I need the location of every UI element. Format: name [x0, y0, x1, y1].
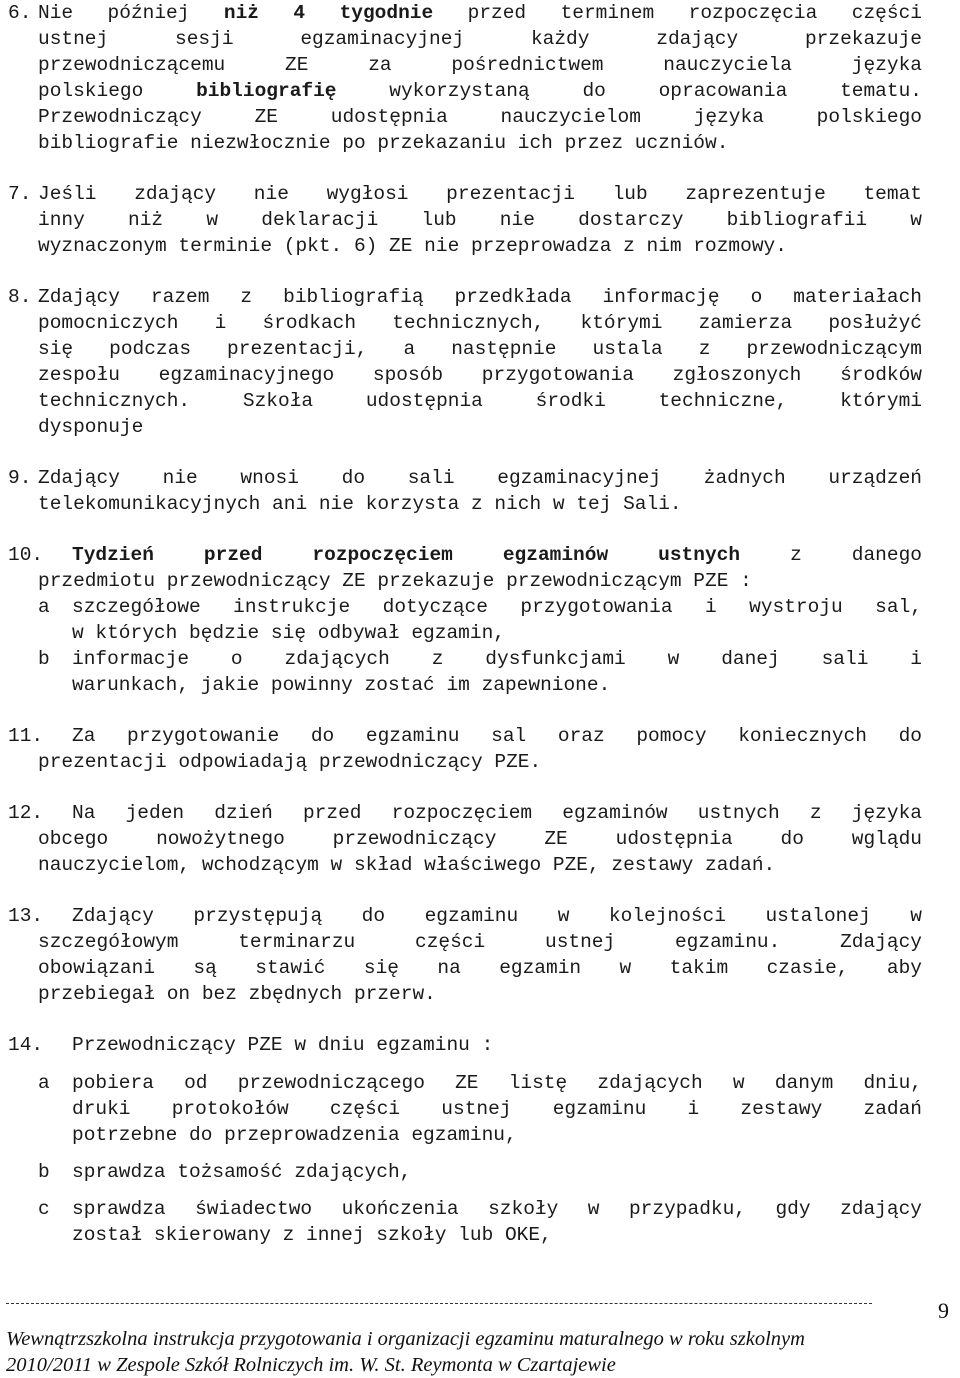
text-run: przed terminem rozpoczęcia części — [433, 2, 922, 24]
text-run: technicznych. Szkoła udostępnia środki techniczne, którymi — [38, 390, 922, 412]
text-line — [72, 646, 922, 672]
text-run: warunkach, jakie powinny zostać im zapewnione. — [72, 674, 611, 696]
text-line — [38, 26, 922, 52]
list-item-letter: b — [38, 1161, 50, 1183]
paragraph-number: 14. — [8, 1034, 44, 1056]
text-line — [38, 0, 922, 26]
text-line — [72, 542, 922, 568]
text-line — [38, 362, 922, 388]
text-line — [72, 1159, 411, 1185]
text-line — [72, 620, 505, 646]
paragraph-number: 12. — [8, 802, 44, 824]
text-line — [72, 672, 610, 698]
text-run: szczegółowe instrukcje dotyczące przygotowania i wystroju sal, — [72, 596, 922, 618]
text-line — [38, 181, 922, 207]
text-line — [38, 130, 728, 156]
text-run: dysponuje — [38, 416, 144, 438]
text-run: prezentacji odpowiadają przewodniczący PZE. — [38, 751, 542, 773]
footer-divider — [6, 1303, 872, 1304]
text-run: z danego — [740, 544, 922, 566]
text-run: Zdający przystępują do egzaminu w kolejności ustalonej w — [72, 905, 922, 927]
text-run: w których będzie się odbywał egzamin, — [72, 622, 505, 644]
text-run: polskiego — [38, 80, 197, 102]
page-number: 9 — [938, 1298, 949, 1323]
text-line — [38, 207, 922, 233]
text-run: informacje o zdających z dysfunkcjami w danej sali i — [72, 648, 922, 670]
text-run: potrzebne do przeprowadzenia egzaminu, — [72, 1124, 517, 1146]
text-line — [38, 388, 922, 414]
footer-title-line-1: Wewnątrzszkolna instrukcja przygotowania i organizacji egzaminu maturalnego w roku szkolnym — [6, 1328, 805, 1350]
text-run: wyznaczonym terminie (pkt. 6) ZE nie przeprowadza z nim rozmowy. — [38, 235, 787, 257]
text-run: obowiązani są stawić się na egzamin w takim czasie, aby — [38, 957, 922, 979]
text-run: Zdający razem z bibliografią przedkłada informację o materiałach — [38, 286, 922, 308]
text-line — [38, 981, 436, 1007]
text-line — [72, 1196, 922, 1222]
text-line — [38, 568, 752, 594]
text-line — [38, 929, 922, 955]
text-line — [72, 723, 922, 749]
text-run: został skierowany z innej szkoły lub OKE, — [72, 1224, 552, 1246]
text-line — [38, 104, 922, 130]
paragraph-number: 11. — [8, 725, 44, 747]
text-run: bibliografie niezwłocznie po przekazaniu ich przez uczniów. — [38, 132, 729, 154]
text-line — [38, 826, 922, 852]
text-line — [38, 78, 922, 104]
text-line — [38, 310, 922, 336]
text-run: pobiera od przewodniczącego ZE listę zdających w danym dniu, — [72, 1072, 922, 1094]
text-run: Przewodniczący ZE udostępnia nauczycielom języka polskiego — [38, 106, 922, 128]
text-line — [72, 594, 922, 620]
text-run: ustnej sesji egzaminacyjnej każdy zdający przekazuje — [38, 28, 922, 50]
text-line — [38, 414, 143, 440]
text-run: sprawdza świadectwo ukończenia szkoły w przypadku, gdy zdający — [72, 1198, 922, 1220]
bold-text: bibliografię — [196, 80, 337, 102]
text-line — [38, 465, 922, 491]
text-line — [72, 1070, 922, 1096]
text-run: przedmiotu przewodniczący ZE przekazuje przewodniczącym PZE : — [38, 570, 752, 592]
text-line — [72, 1222, 552, 1248]
text-line — [72, 903, 922, 929]
text-run: sprawdza tożsamość zdających, — [72, 1161, 412, 1183]
text-line — [72, 1032, 493, 1058]
text-run: zespołu egzaminacyjnego sposób przygotowania zgłoszonych środków — [38, 364, 922, 386]
list-item-letter: b — [38, 648, 50, 670]
text-run: Na jeden dzień przed rozpoczęciem egzaminów ustnych z języka — [72, 802, 922, 824]
paragraph-number: 13. — [8, 905, 44, 927]
text-line — [38, 52, 922, 78]
paragraph-number: 9. — [8, 467, 32, 489]
list-item-letter: a — [38, 1072, 50, 1094]
text-run: Nie później — [38, 2, 224, 24]
text-run: się podczas prezentacji, a następnie ustala z przewodniczącym — [38, 338, 922, 360]
bold-text: niż 4 tygodnie — [223, 2, 434, 24]
text-line — [38, 284, 922, 310]
bold-text: Tydzień przed rozpoczęciem egzaminów ustnych — [72, 544, 741, 566]
list-item-letter: a — [38, 596, 50, 618]
text-line — [38, 233, 787, 259]
text-line — [38, 491, 682, 517]
text-run: nauczycielom, wchodzącym w skład właściwego PZE, zestawy zadań. — [38, 854, 776, 876]
paragraph-number: 7. — [8, 183, 32, 205]
text-run: Jeśli zdający nie wygłosi prezentacji lub zaprezentuje temat — [38, 183, 922, 205]
text-run: Przewodniczący PZE w dniu egzaminu : — [72, 1034, 494, 1056]
text-run: pomocniczych i środkach technicznych, którymi zamierza posłużyć — [38, 312, 922, 334]
text-line — [72, 800, 922, 826]
text-line — [38, 955, 922, 981]
paragraph-number: 6. — [8, 2, 32, 24]
text-run: przebiegał on bez zbędnych przerw. — [38, 983, 436, 1005]
paragraph-number: 10. — [8, 544, 44, 566]
text-line — [38, 749, 541, 775]
text-line — [38, 336, 922, 362]
text-run: inny niż w deklaracji lub nie dostarczy bibliografii w — [38, 209, 922, 231]
text-line — [72, 1122, 517, 1148]
text-run: druki protokołów części ustnej egzaminu i zestawy zadań — [72, 1098, 922, 1120]
footer-title-line-2: 2010/2011 w Zespole Szkół Rolniczych im. W. St. Reymonta w Czartajewie — [6, 1354, 616, 1376]
text-run: obcego nowożytnego przewodniczący ZE udostępnia do wglądu — [38, 828, 922, 850]
text-line — [38, 852, 775, 878]
text-run: Zdający nie wnosi do sali egzaminacyjnej żadnych urządzeń — [38, 467, 922, 489]
paragraph-number: 8. — [8, 286, 32, 308]
text-run: przewodniczącemu ZE za pośrednictwem nauczyciela języka — [38, 54, 922, 76]
text-line — [72, 1096, 922, 1122]
list-item-letter: c — [38, 1198, 50, 1220]
text-run: wykorzystaną do opracowania tematu. — [336, 80, 922, 102]
text-run: Za przygotowanie do egzaminu sal oraz pomocy koniecznych do — [72, 725, 922, 747]
text-run: telekomunikacyjnych ani nie korzysta z nich w tej Sali. — [38, 493, 682, 515]
text-run: szczegółowym terminarzu części ustnej egzaminu. Zdający — [38, 931, 922, 953]
